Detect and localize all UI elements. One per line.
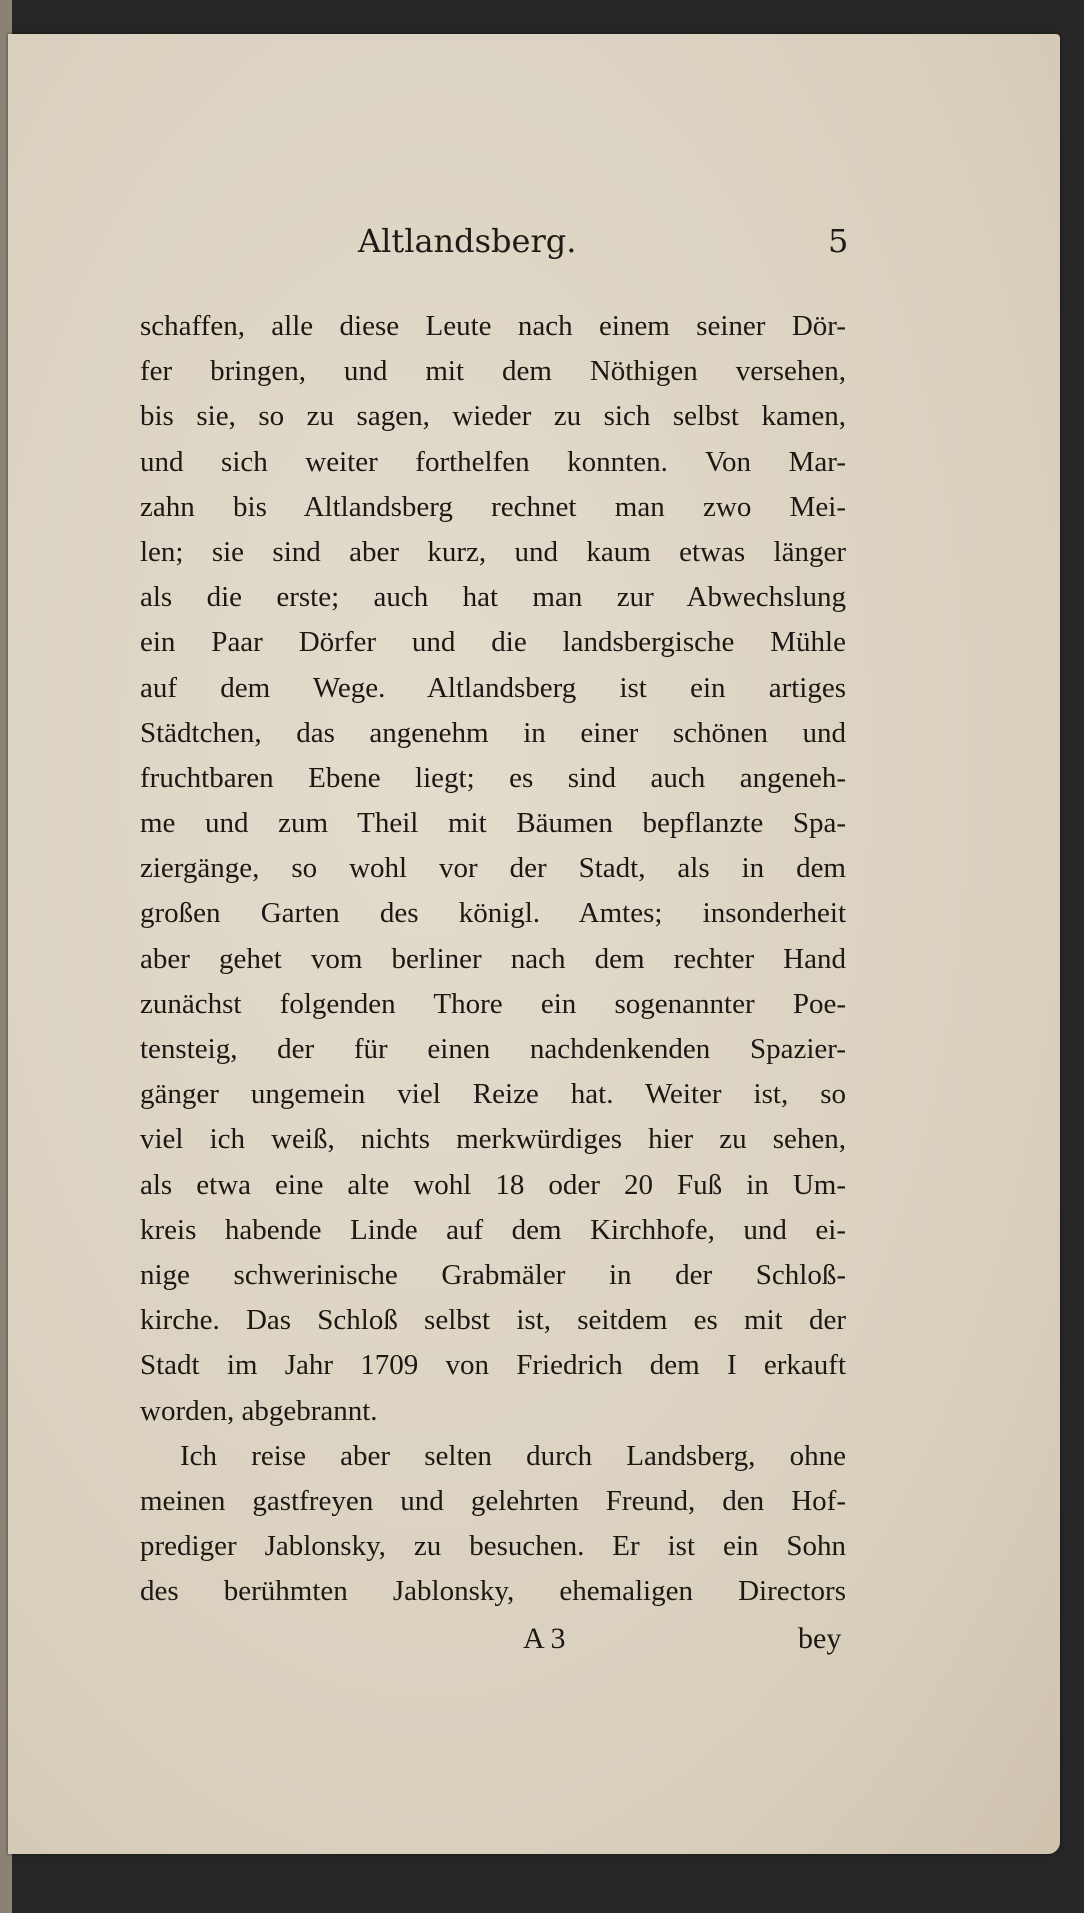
signature-mark: A 3 [523,1622,566,1655]
text-line: tensteig, der für einen nachdenkenden Spazier- [140,1033,846,1065]
text-line: als die erste; auch hat man zur Abwechslung [140,581,846,614]
body-text [140,304,846,1614]
text-line: Stadt im Jahr 1709 von Friedrich dem I erkauft [140,1349,846,1382]
text-line: Städtchen, das angenehm in einer schönen und [140,716,846,749]
text-line: zunächst folgenden Thore ein sogenannter Poe- [140,987,846,1020]
text-line: ziergänge, so wohl vor der Stadt, als in dem [140,852,846,885]
text-line: ein Paar Dörfer und die landsbergische Mühle [140,626,846,659]
text-line: nige schwerinische Grabmäler in der Schloß- [140,1258,846,1291]
text-line: kirche. Das Schloß selbst ist, seitdem es mit der [140,1304,846,1337]
text-line: viel ich weiß, nichts merkwürdiges hier zu sehen, [140,1123,846,1156]
text-line: bis sie, so zu sagen, wieder zu sich selbst kamen, [140,400,846,433]
running-title: Altlandsberg. [358,222,577,260]
text-line: me und zum Theil mit Bäumen bepflanzte Spa- [140,807,846,840]
text-line: großen Garten des königl. Amtes; insonderheit [140,897,846,930]
text-line: gänger ungemein viel Reize hat. Weiter ist, so [140,1078,846,1111]
text-line: fer bringen, und mit dem Nöthigen versehen, [140,355,846,388]
catchword: bey [798,1622,842,1655]
text-line: fruchtbaren Ebene liegt; es sind auch angeneh- [140,761,846,794]
text-line: prediger Jablonsky, zu besuchen. Er ist ein Sohn [140,1530,846,1563]
text-line: als etwa eine alte wohl 18 oder 20 Fuß in Um- [140,1168,846,1201]
text-line: len; sie sind aber kurz, und kaum etwas länger [140,535,846,568]
book-page [8,34,1060,1854]
text-line: auf dem Wege. Altlandsberg ist ein artiges [140,671,846,704]
paragraph-start-line: Ich reise aber selten durch Landsberg, ohne [180,1439,846,1472]
text-line: und sich weiter forthelfen konnten. Von Mar- [140,445,846,478]
text-line: meinen gastfreyen und gelehrten Freund, den Hof- [140,1484,846,1517]
text-line: des berühmten Jablonsky, ehemaligen Directors [140,1575,846,1608]
text-line: schaffen, alle diese Leute nach einem seiner Dör- [140,310,846,342]
text-line: kreis habende Linde auf dem Kirchhofe, und ei- [140,1213,846,1246]
text-line: zahn bis Altlandsberg rechnet man zwo Mei- [140,490,846,523]
page-number: 5 [828,222,849,260]
text-line: aber gehet vom berliner nach dem rechter Hand [140,942,846,975]
text-line: worden, abgebrannt. [140,1394,378,1427]
